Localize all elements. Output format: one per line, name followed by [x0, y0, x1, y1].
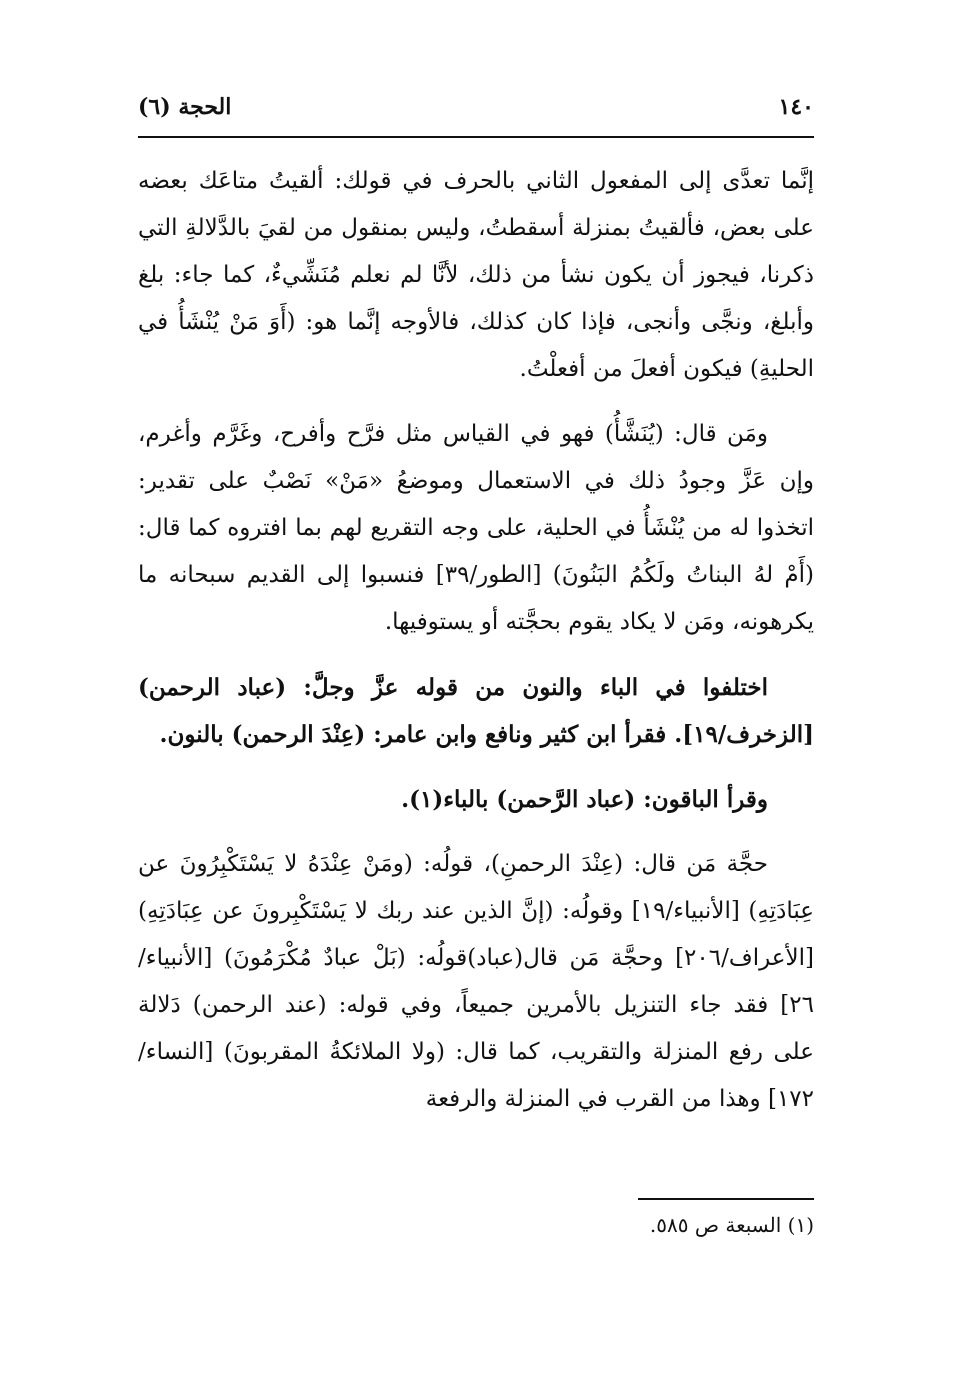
header-rule [138, 136, 814, 138]
paragraph-1: إنَّما تعدَّى إلى المفعول الثاني بالحرف في قولك: ألقيتُ متاعَك بعضه على بعض، فألقيتُ بمنزلة أسقطتُ، وليس بمنقول من لقيَ بالدَّلالةِ التي ذكرنا، فيجوز أن يكون نشأ من ذلك، لأنَّا لم نعلم مُنَشِّيءٌ، كما جاء: بلغ وأبلغ، ونجَّى وأنجى، فإذا كان كذلك، فالأوجه إنَّما هو: (أَوَ مَنْ يُنْشَأُ في الحليةِ) فيكون أفعلَ من أفعلْتُ. [138, 168, 814, 382]
footnote: (١) السبعة ص ٥٨٥. [649, 1213, 814, 1237]
running-title: الحجة (٦) [138, 94, 232, 120]
paragraph-3-heading: اختلفوا في الباء والنون من قوله عزَّ وجلَّ: (عباد الرحمن) [الزخرف/١٩]. فقرأ ابن كثير ونافع وابن عامر: (عِنْدَ الرحمن) بالنون. [138, 674, 814, 748]
page-header [138, 90, 814, 130]
page-number: ١٤٠ [778, 94, 814, 120]
body-text [138, 158, 814, 1141]
paragraph-5: حجَّة مَن قال: (عِنْدَ الرحمنِ)، قولُه: (ومَنْ عِنْدَهُ لا يَسْتَكْبِرُونَ عن عِبَادَتِهِ) [الأنبياء/١٩] وقولُه: (إنَّ الذين عند ربك لا يَسْتَكْبِرونَ عن عِبَادَتِهِ) [الأعراف/٢٠٦] وحجَّة مَن قال(عباد)قولُه: (بَلْ عبادٌ مُكْرَمُونَ) [الأنبياء/٢٦] فقد جاء التنزيل بالأمرين جميعاً، وفي قوله: (عند الرحمن) دَلالة على رفع المنزلة والتقريب، كما قال: (ولا الملائكةُ المقربونَ) [النساء/١٧٢] وهذا من القرب في المنزلة والرفعة [138, 851, 815, 1112]
paragraph-4-bold: وقرأ الباقون: (عباد الرَّحمن) بالباء(١). [401, 786, 768, 813]
footnote-rule [638, 1198, 814, 1200]
paragraph-2: ومَن قال: (يُنَشَّأُ) فهو في القياس مثل فرَّح وأفرح، وغَرَّم وأغرم، وإن عَزَّ وجودُ ذلك في الاستعمال وموضعُ «مَنْ» نَصْبٌ على تقدير: اتخذوا له من يُنْشَأُ في الحلية، على وجه التقريع لهم بما افتروه كما قال: (أَمْ لهُ البناتُ ولَكُمُ البَنُونَ) [الطور/٣٩] فنسبوا إلى القديم سبحانه ما يكرهونه، ومَن لا يكاد يقوم بحجَّته أو يستوفيها. [138, 421, 815, 635]
